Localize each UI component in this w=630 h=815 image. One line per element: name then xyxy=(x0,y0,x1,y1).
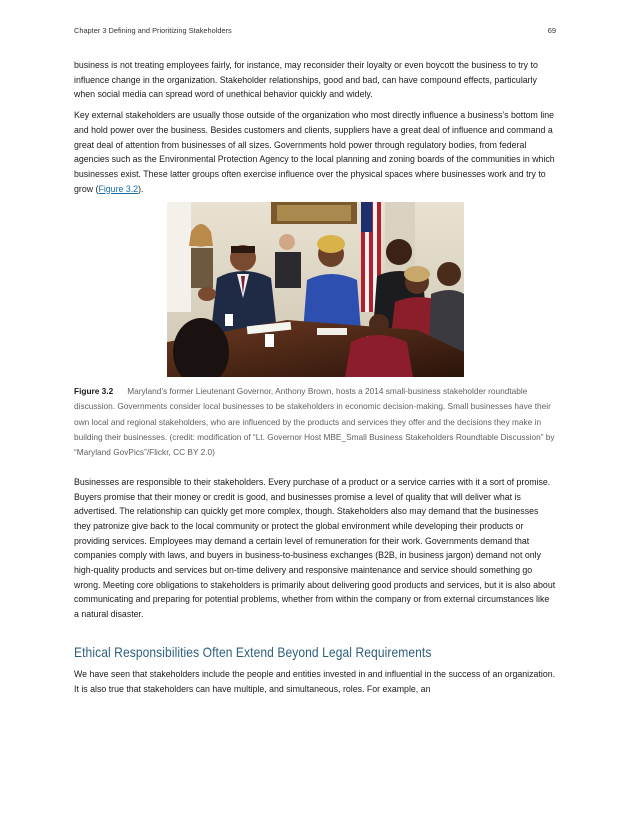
section-heading: Ethical Responsibilities Often Extend Beyond Legal Requirements xyxy=(74,643,432,660)
paragraph: We have seen that stakeholders include the people and entities invested in and influential in the success of an organization. It is also true that stakeholders can have multiple, and simultaneous, roles. For example, an xyxy=(74,668,556,694)
figure-reference-link[interactable]: Figure 3.2 xyxy=(98,183,139,194)
paragraph xyxy=(74,108,556,196)
roundtable-photo xyxy=(167,202,464,377)
figure-caption xyxy=(74,384,556,459)
paragraph: Businesses are responsible to their stakeholders. Every purchase of a product or a service carries with it a sort of promise. Buyers promise that their money or credit is good, and businesses promise a level of quality that will deliver what is advertised. The relationship can quickly get more complex, though. Stakeholders also may demand that the businesses they patronize give back to the local community or protect the global environment while developing their products or providing services. Employees may demand a certain level of remuneration for their work. Governments demand that companies comply with laws, and buyers in business-to-business exchanges (B2B, in business jargon) demand not only high-quality products and services but on-time delivery and responsive maintenance and service should something go wrong. Meeting core obligations to stakeholders is primarily about delivering good products and services, but it is also about communicating and preparing for potential problems, whether from within the company or from external circumstances like a natural disaster. xyxy=(74,476,556,620)
paragraph-text-end: ). xyxy=(138,183,144,194)
paragraph: business is not treating employees fairly, for instance, may reconsider their loyalty or even boycott the business to try to influence change in the organization. Stakeholder relationships, good and bad, can have compound effects, particularly when social media can spread word of unethical behavior quickly and widely. xyxy=(74,60,538,100)
figure-label: Figure 3.2 xyxy=(74,386,114,397)
roundtable-photo-image xyxy=(167,202,464,377)
paragraph-text: Key external stakeholders are usually those outside of the organization who most directly influence a business’s bottom line and hold power over the business. Besides customers and clients, suppliers have a great deal of influence and command a great deal of attention from businesses of all sizes. Governments hold power through regulatory bodies, from federal agencies such as the Environmental Protection Agency to the local planning and zoning boards of the communities in which businesses exist. These latter groups often exercise influence over the physical spaces where businesses work and try to grow ( xyxy=(74,110,555,194)
page-number: 69 xyxy=(547,26,556,35)
page-content xyxy=(74,58,556,696)
figure-caption-text: Maryland’s former Lieutenant Governor, Anthony Brown, hosts a 2014 small-business stakeholder roundtable discussion. Governments consider local businesses to be stakeholders in economic decision-making. Small businesses have their own local and regional stakeholders, who are influenced by the products and services they offer and the decisions they make in building their businesses. (credit: modification of “Lt. Governor Host MBE_Small Business Stakeholders Roundtable Discussion” by “Maryland GovPics”/Flickr, CC BY 2.0) xyxy=(74,386,555,457)
chapter-title: Chapter 3 Defining and Prioritizing Stakeholders xyxy=(74,26,232,35)
